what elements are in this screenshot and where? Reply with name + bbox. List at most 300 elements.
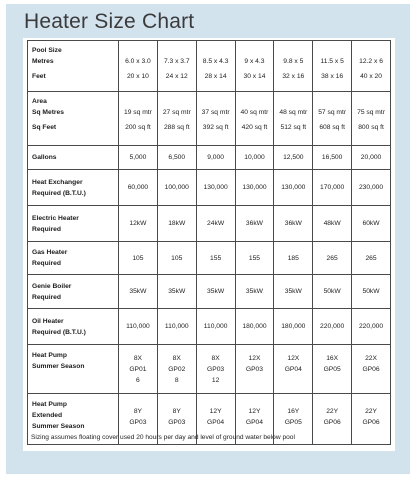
value-cell [157, 41, 196, 92]
value-cell-content [119, 275, 157, 308]
value-cell [235, 345, 274, 394]
value-cell-content [158, 394, 196, 428]
value-cell-text: 8X [133, 355, 143, 362]
row-label-text: Extended [32, 412, 63, 419]
value-cell-text: 22Y [326, 408, 339, 415]
value-cell [313, 206, 352, 242]
value-cell-text: 155 [210, 254, 222, 262]
value-cell-content [119, 92, 157, 133]
spacer [274, 345, 312, 353]
value-cell [196, 309, 235, 345]
value-cell-text: 130,000 [203, 184, 228, 191]
row-label-text: Sq Feet [32, 124, 57, 131]
value-cell-text: 24kW [207, 220, 225, 227]
value-cell-content [119, 345, 157, 386]
value-cell [157, 92, 196, 146]
row-label-text: Summer Season [32, 423, 85, 430]
row-genie-boiler [28, 275, 391, 309]
row-pool-size [28, 41, 391, 92]
spacer [352, 92, 390, 107]
value-cell-content [352, 345, 390, 375]
value-cell [196, 345, 235, 394]
value-cell-text: GP03 [245, 366, 263, 373]
value-cell-text: 130,000 [242, 184, 267, 191]
value-cell-content [119, 394, 157, 428]
spacer [313, 92, 351, 107]
row-label-text: Required (B.T.U.) [32, 189, 86, 197]
value-cell-content [313, 242, 351, 274]
value-cell-content [274, 92, 312, 133]
value-cell-text: 6 [136, 377, 140, 384]
value-cell-content [197, 206, 235, 241]
row-gas-heater [28, 242, 391, 275]
value-cell-text: 60,000 [127, 184, 149, 191]
spacer [236, 41, 274, 56]
value-cell-text: 8Y [172, 408, 181, 415]
value-cell-content [352, 206, 390, 241]
value-cell [352, 242, 391, 275]
value-cell-content [352, 146, 390, 169]
value-cell-text: 35kW [207, 288, 225, 295]
value-cell-content [158, 92, 196, 133]
value-cell-text: GP03 [129, 419, 147, 426]
value-cell-content [197, 41, 235, 82]
row-label-text: Electric Heater [32, 214, 79, 222]
value-cell-text: 9.8 x 5 [283, 58, 304, 65]
value-cell-text: 7.3 x 3.7 [163, 58, 190, 65]
value-cell [157, 309, 196, 345]
value-cell-content [313, 170, 351, 205]
row-label-text: Heat Exchanger [32, 178, 83, 186]
value-cell-content [119, 309, 157, 344]
value-cell [313, 92, 352, 146]
value-cell-content [158, 41, 196, 82]
spacer [197, 41, 235, 56]
value-cell-content [313, 146, 351, 169]
value-cell [235, 275, 274, 309]
value-cell-text: 185 [287, 254, 299, 262]
value-cell-text: 180,000 [281, 323, 306, 330]
value-cell-content [274, 309, 312, 344]
value-cell-text: 35kW [168, 288, 186, 295]
value-cell-text: 27 sq mtr [162, 109, 191, 116]
value-cell [119, 170, 158, 206]
spacer [197, 345, 235, 353]
value-cell [313, 242, 352, 275]
spacer [119, 394, 157, 406]
row-label-content [32, 206, 118, 241]
value-cell-content [236, 309, 274, 344]
value-cell-text: 110,000 [126, 323, 150, 330]
value-cell-content [352, 394, 390, 428]
value-cell-content [158, 170, 196, 205]
row-label-text: Gas Heater [32, 249, 68, 256]
value-cell-content [236, 92, 274, 133]
value-cell-content [197, 275, 235, 308]
value-cell-content [158, 345, 196, 386]
value-cell-text: GP01 [129, 366, 147, 373]
row-label-text: Gallons [32, 154, 57, 161]
spacer [158, 92, 196, 107]
value-cell-text: GP05 [323, 366, 341, 373]
value-cell-text: 20,000 [360, 154, 382, 161]
value-cell [352, 41, 391, 92]
value-cell [196, 170, 235, 206]
value-cell [274, 242, 313, 275]
spacer [274, 41, 312, 56]
value-cell-text: 6,500 [168, 154, 186, 161]
row-label-content [32, 394, 118, 432]
row-oil-heater [28, 309, 391, 345]
value-cell-text: 9 x 4.3 [244, 58, 265, 65]
value-cell [274, 170, 313, 206]
value-cell [352, 92, 391, 146]
value-cell-content [236, 275, 274, 308]
spacer [197, 394, 235, 406]
value-cell-text: 8Y [133, 408, 143, 415]
value-cell [274, 92, 313, 146]
value-cell [352, 275, 391, 309]
value-cell-text: 75 sq mtr [357, 109, 385, 116]
value-cell-text: 57 sq mtr [318, 109, 347, 116]
value-cell [235, 309, 274, 345]
spacer [119, 345, 157, 353]
value-cell-text: 6.0 x 3.0 [125, 58, 151, 65]
value-cell-text: 230,000 [358, 184, 384, 191]
value-cell-content [158, 309, 196, 344]
row-label-content [32, 309, 118, 344]
value-cell-content [197, 242, 235, 274]
row-label-text: Heat Pump [32, 352, 67, 359]
value-cell-text: 220,000 [358, 323, 384, 330]
value-cell-content [197, 345, 235, 386]
value-cell-text: 38 x 16 [321, 73, 344, 80]
value-cell-text: 8X [172, 355, 181, 362]
value-cell-text: 16,500 [321, 154, 343, 161]
value-cell [352, 170, 391, 206]
value-cell-content [274, 275, 312, 308]
value-cell-text: 265 [326, 254, 338, 262]
row-label-content [32, 275, 118, 308]
value-cell-text: 512 sq ft [280, 124, 307, 131]
value-cell-content [313, 394, 351, 428]
value-cell-content [274, 394, 312, 428]
value-cell-text: GP02 [168, 366, 186, 373]
value-cell-text: 11.5 x 5 [320, 58, 344, 65]
row-label [28, 146, 119, 170]
value-cell-text: 28 x 14 [204, 73, 227, 80]
value-cell-content [352, 242, 390, 274]
value-cell-content [197, 92, 235, 133]
value-cell [313, 146, 352, 170]
value-cell-text: 8 [174, 377, 179, 384]
row-label [28, 242, 119, 275]
value-cell [313, 309, 352, 345]
value-cell-text: 110,000 [203, 323, 228, 330]
value-cell-content [313, 275, 351, 308]
value-cell-text: GP04 [207, 419, 225, 426]
spacer [313, 394, 351, 406]
value-cell [119, 242, 158, 275]
spacer [313, 345, 351, 353]
value-cell-text: 24 x 12 [165, 73, 188, 80]
value-cell-text: 36kW [284, 220, 302, 227]
footnote: Sizing assumes floating cover used 20 hours per day and level of ground water below pool [31, 434, 295, 441]
spacer [197, 92, 235, 107]
value-cell-text: GP06 [323, 419, 341, 426]
value-cell [235, 92, 274, 146]
value-cell [119, 275, 158, 309]
value-cell-content [274, 242, 312, 274]
value-cell-text: 220,000 [320, 323, 345, 330]
value-cell-content [119, 146, 157, 169]
value-cell-text: 392 sq ft [202, 124, 229, 131]
value-cell [196, 275, 235, 309]
row-heat-exchanger [28, 170, 391, 206]
value-cell-text: 48kW [323, 220, 341, 227]
value-cell-content [119, 242, 157, 274]
spacer [313, 41, 351, 56]
row-label-content [32, 242, 118, 274]
value-cell-text: 60kW [362, 220, 380, 227]
value-cell-content [313, 41, 351, 82]
value-cell-content [236, 242, 274, 274]
row-label-content [32, 92, 118, 133]
value-cell-text: 288 sq ft [163, 124, 190, 131]
spacer [352, 394, 390, 406]
value-cell-content [352, 275, 390, 308]
value-cell-content [236, 345, 274, 375]
value-cell-text: 608 sq ft [319, 124, 345, 131]
value-cell-text: GP03 [168, 419, 186, 426]
value-cell-text: 130,000 [281, 184, 306, 191]
value-cell-text: 8X [211, 355, 220, 362]
value-cell-text: 100,000 [164, 184, 189, 191]
value-cell [313, 394, 352, 445]
value-cell-text: 40 x 20 [360, 73, 382, 80]
value-cell [196, 242, 235, 275]
value-cell-text: 105 [171, 254, 183, 262]
value-cell-content [313, 92, 351, 133]
chart-page [6, 4, 410, 474]
value-cell-text: 18kW [168, 220, 186, 227]
row-label [28, 41, 119, 92]
value-cell-text: 12kW [129, 220, 147, 227]
spacer [274, 394, 312, 406]
value-cell [157, 242, 196, 275]
value-cell-content [236, 146, 274, 169]
value-cell [274, 206, 313, 242]
value-cell-text: 5,000 [129, 154, 147, 161]
value-cell-text: 420 sq ft [241, 124, 268, 131]
value-cell-content [158, 206, 196, 241]
spacer [236, 92, 274, 107]
spacer [158, 394, 196, 406]
spacer [158, 41, 196, 56]
value-cell-content [236, 206, 274, 241]
value-cell-text: 12X [248, 355, 261, 362]
value-cell [274, 146, 313, 170]
value-cell-content [158, 242, 196, 274]
value-cell [235, 206, 274, 242]
row-label-text: Genie Boiler [32, 282, 72, 290]
row-label-content [32, 170, 118, 205]
row-label [28, 206, 119, 242]
row-label-text: Metres [32, 58, 54, 65]
value-cell [352, 309, 391, 345]
value-cell-content [197, 309, 235, 344]
value-cell-text: 36kW [245, 220, 263, 227]
value-cell-content [236, 170, 274, 205]
value-cell-text: 32 x 16 [282, 73, 305, 80]
value-cell [196, 206, 235, 242]
value-cell-text: 20 x 10 [126, 73, 149, 80]
row-label-text: Required (B.T.U.) [32, 328, 86, 336]
row-label-content [32, 41, 118, 82]
value-cell-content [352, 309, 390, 344]
value-cell [313, 41, 352, 92]
spacer [352, 345, 390, 353]
value-cell-content [236, 41, 274, 82]
value-cell-text: 40 sq mtr [240, 109, 269, 116]
row-electric-heater [28, 206, 391, 242]
row-label-text: Area [32, 98, 47, 105]
value-cell-text: 16Y [287, 408, 300, 415]
value-cell-text: 16X [326, 355, 339, 362]
value-cell-text: 37 sq mtr [201, 109, 230, 116]
value-cell [313, 170, 352, 206]
value-cell [274, 309, 313, 345]
value-cell [157, 170, 196, 206]
spacer [158, 345, 196, 353]
value-cell-content [158, 146, 196, 169]
value-cell-text: 19 sq mtr [123, 109, 152, 116]
value-cell-text: 12X [287, 355, 300, 362]
value-cell-text: GP06 [362, 419, 380, 426]
value-cell [235, 41, 274, 92]
value-cell [119, 92, 158, 146]
spacer [236, 394, 274, 406]
value-cell-content [119, 41, 157, 82]
value-cell-content [197, 146, 235, 169]
value-cell-content [352, 92, 390, 133]
value-cell-text: 22Y [365, 408, 377, 415]
row-label-content [32, 345, 118, 372]
row-label-text: Oil Heater [32, 317, 64, 325]
value-cell-content [274, 146, 312, 169]
value-cell-text: 155 [248, 254, 261, 262]
value-cell-text: 110,000 [164, 323, 189, 330]
value-cell-text: GP03 [207, 366, 225, 373]
value-cell-text: 12 [211, 377, 220, 384]
heater-size-table [27, 40, 391, 445]
value-cell-text: 9,000 [207, 154, 224, 161]
value-cell [119, 206, 158, 242]
value-cell [313, 275, 352, 309]
spacer [236, 345, 274, 353]
value-cell-text: 12Y [248, 408, 261, 415]
row-label [28, 309, 119, 345]
row-label-text: Required [32, 225, 61, 233]
value-cell-text: GP04 [284, 366, 302, 373]
value-cell-content [313, 345, 351, 375]
value-cell-text: 35kW [129, 288, 147, 295]
value-cell [274, 275, 313, 309]
value-cell-text: 35kW [284, 288, 302, 295]
value-cell-content [119, 170, 157, 205]
row-label [28, 92, 119, 146]
value-cell-content [119, 206, 157, 241]
value-cell [196, 92, 235, 146]
value-cell-content [197, 170, 235, 205]
value-cell-text: 35kW [245, 288, 263, 295]
row-label-text: Feet [32, 73, 46, 80]
row-label [28, 345, 119, 394]
value-cell-text: 200 sq ft [125, 124, 151, 131]
value-cell [352, 345, 391, 394]
value-cell [157, 146, 196, 170]
row-label-text: Pool Size [32, 47, 62, 54]
spacer [119, 92, 157, 107]
value-cell-text: 12.2 x 6 [359, 58, 383, 65]
value-cell-text: 50kW [362, 288, 380, 295]
row-label [28, 275, 119, 309]
value-cell-text: 800 sq ft [358, 124, 384, 131]
row-label-content [32, 146, 118, 169]
value-cell [352, 206, 391, 242]
value-cell-text: GP06 [362, 366, 380, 373]
value-cell-content [352, 41, 390, 82]
value-cell-text: 8.5 x 4.3 [202, 58, 229, 65]
row-area [28, 92, 391, 146]
value-cell [274, 345, 313, 394]
value-cell [274, 41, 313, 92]
value-cell [196, 146, 235, 170]
value-cell-content [274, 170, 312, 205]
value-cell [119, 345, 158, 394]
value-cell-content [274, 345, 312, 375]
value-cell-text: 105 [132, 254, 144, 262]
value-cell [235, 170, 274, 206]
value-cell-text: 12,500 [283, 154, 304, 161]
value-cell-text: 265 [365, 254, 377, 262]
spacer [352, 41, 390, 56]
value-cell-text: 50kW [323, 288, 341, 295]
value-cell-text: GP04 [245, 419, 263, 426]
row-label-text: Required [32, 260, 61, 267]
row-label [28, 170, 119, 206]
value-cell-content [352, 170, 390, 205]
value-cell-text: 10,000 [244, 154, 265, 161]
spacer [274, 92, 312, 107]
value-cell [157, 275, 196, 309]
value-cell [157, 206, 196, 242]
value-cell-text: 48 sq mtr [279, 109, 308, 116]
spacer [119, 41, 157, 56]
row-heat-pump-summer [28, 345, 391, 394]
value-cell [119, 41, 158, 92]
value-cell [313, 345, 352, 394]
value-cell-content [313, 206, 351, 241]
row-label-text: Summer Season [32, 363, 85, 370]
row-gallons [28, 146, 391, 170]
value-cell [196, 41, 235, 92]
value-cell [119, 146, 158, 170]
value-cell [235, 146, 274, 170]
value-cell-content [158, 275, 196, 308]
row-label-text: Heat Pump [32, 401, 67, 408]
value-cell-text: GP05 [284, 419, 302, 426]
